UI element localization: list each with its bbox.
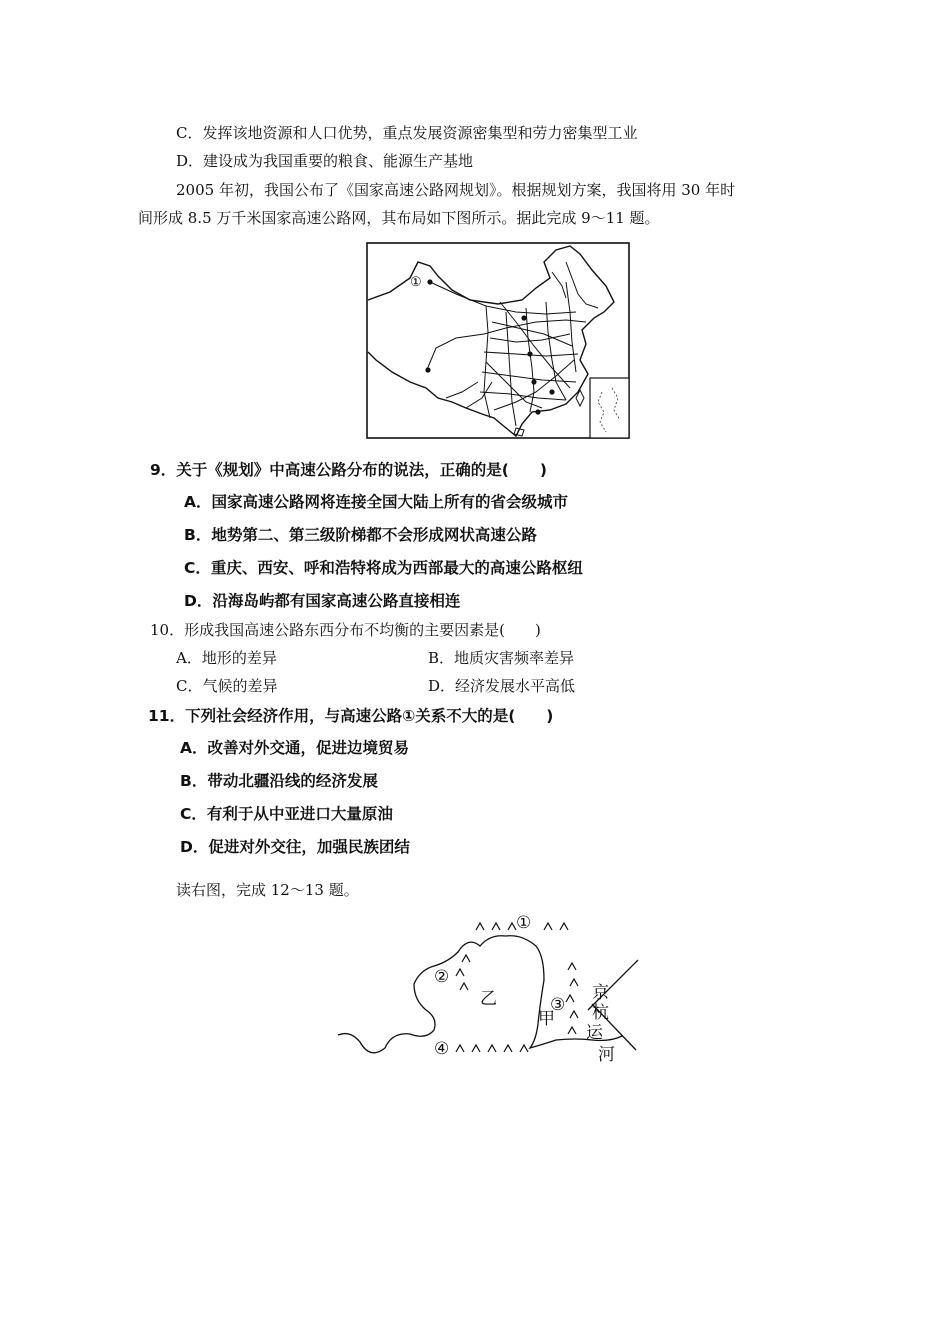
prev-option-c: C．发挥该地资源和人口优势，重点发展资源密集型和劳力密集型工业	[176, 124, 638, 142]
map2-label-jia: 甲	[538, 1009, 555, 1029]
q10-option-a: A．地形的差异	[176, 649, 277, 667]
expressway-map	[366, 242, 630, 439]
map2-marker-2: ②	[434, 967, 450, 987]
q10-stem: 10．形成我国高速公路东西分布不均衡的主要因素是( )	[150, 621, 541, 639]
map2-canal-char-3: 运	[586, 1023, 603, 1043]
read-figure-instruction: 读右图，完成 12～13 题。	[176, 881, 359, 899]
q9-option-a: A．国家高速公路网将连接全国大陆上所有的省会级城市	[184, 493, 568, 511]
region-sketch-map	[330, 900, 650, 1070]
q10-option-b: B．地质灾害频率差异	[428, 649, 575, 667]
intro-line-2: 间形成 8.5 万千米国家高速公路网，其布局如下图所示。据此完成 9～11 题。	[138, 209, 660, 227]
q9-option-c: C．重庆、西安、呼和浩特将成为西部最大的高速公路枢纽	[184, 559, 583, 577]
q9-option-b: B．地势第二、第三级阶梯都不会形成网状高速公路	[184, 526, 537, 544]
q11-option-b: B．带动北疆沿线的经济发展	[180, 772, 378, 790]
q11-stem: 11．下列社会经济作用，与高速公路①关系不大的是( )	[148, 707, 554, 725]
intro-line-1: 2005 年初，我国公布了《国家高速公路网规划》。根据规划方案，我国将用 30 年时	[176, 181, 736, 199]
map2-canal-char-1: 京	[592, 983, 609, 1003]
q9-stem: 9．关于《规划》中高速公路分布的说法，正确的是( )	[150, 461, 547, 479]
map1-marker: ①	[410, 275, 422, 290]
q11-option-d: D．促进对外交往，加强民族团结	[180, 838, 410, 856]
q11-option-a: A．改善对外交通，促进边境贸易	[180, 739, 409, 757]
map2-marker-3: ③	[550, 995, 566, 1015]
q9-option-d: D．沿海岛屿都有国家高速公路直接相连	[184, 592, 461, 610]
map2-canal-char-4: 河	[598, 1045, 615, 1065]
map2-marker-1: ①	[516, 913, 532, 933]
q10-option-c: C．气候的差异	[176, 677, 278, 695]
map2-label-yi: 乙	[480, 989, 497, 1009]
map2-marker-4: ④	[434, 1039, 450, 1059]
map2-canal-char-2: 杭	[592, 1003, 609, 1023]
q11-option-c: C．有利于从中亚进口大量原油	[180, 805, 393, 823]
prev-option-d: D．建设成为我国重要的粮食、能源生产基地	[176, 152, 474, 170]
q10-option-d: D．经济发展水平高低	[428, 677, 576, 695]
